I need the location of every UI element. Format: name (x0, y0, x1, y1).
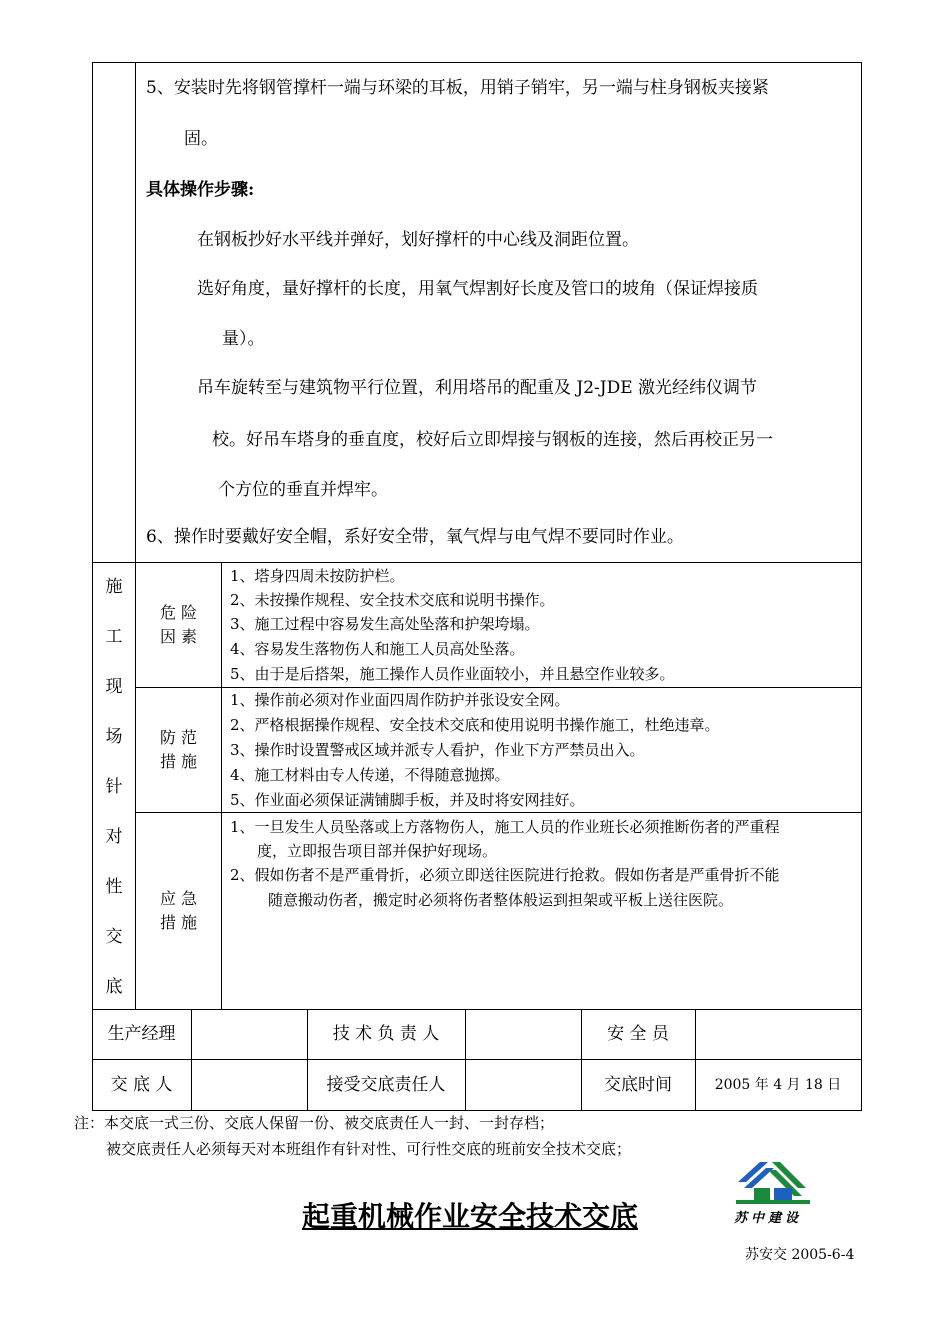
side-label-char: 工 (105, 627, 123, 647)
safety-officer-label: 安 全 员 (607, 1024, 669, 1044)
item-5-line-1: 5、安装时先将钢管撑杆一端与环梁的耳板，用销子销牢，另一端与柱身钢板夹接紧 (146, 78, 769, 98)
table-border-right (861, 62, 862, 1111)
item-6: 6、操作时要戴好安全帽，系好安全带，氧气焊与电气焊不要同时作业。 (146, 527, 684, 547)
brief-time-value: 2005 年 4 月 18 日 (714, 1077, 842, 1093)
company-logo (730, 1160, 820, 1226)
side-label-char: 交 (105, 927, 123, 947)
step-1: 在钢板抄好水平线并弹好，划好撑杆的中心线及洞距位置。 (197, 230, 639, 250)
prevention-label: 防 范 措 施 (159, 728, 198, 771)
table-divider (135, 812, 862, 813)
emergency-label: 应 急 措 施 (159, 889, 198, 932)
logo-text: 苏中建设 (734, 1211, 803, 1226)
side-label-char: 现 (105, 677, 123, 697)
emergency-item-2-line-2: 随意搬动伤者，搬定时必须将伤者整体般运到担架或平板上送往医院。 (268, 891, 734, 909)
steps-heading: 具体操作步骤: (146, 180, 255, 200)
table-divider (221, 562, 222, 1010)
step-3-line-1: 吊车旋转至与建筑物平行位置，利用塔吊的配重及 J2-JDE 激光经纬仪调节 (197, 378, 758, 398)
hazard-item: 3、施工过程中容易发生高处坠落和护架垮塌。 (230, 615, 540, 633)
emergency-item-2-line-1: 2、假如伤者不是严重骨折，必须立即送往医院进行抢救。假如伤者是严重骨折不能 (230, 866, 780, 884)
emergency-item-1-line-2: 度，立即报告项目部并保护好现场。 (257, 842, 498, 860)
step-3-line-2: 校。好吊车塔身的垂直度，校好后立即焊接与钢板的连接，然后再校正另一 (212, 430, 773, 450)
table-border-top (92, 62, 862, 63)
prevention-item: 1、操作前必须对作业面四周作防护并张设安全网。 (230, 691, 570, 709)
table-divider (465, 1009, 466, 1110)
hazard-item: 5、由于是后搭架，施工操作人员作业面较小，并且悬空作业较多。 (230, 665, 675, 683)
step-3-line-3: 个方位的垂直并焊牢。 (218, 480, 388, 500)
hazard-item: 4、容易发生落物伤人和施工人员高处坠落。 (230, 640, 525, 658)
item-5-line-2: 固。 (184, 129, 218, 149)
receiver-label: 接受交底责任人 (326, 1075, 446, 1095)
step-2-line-1: 选好角度，量好撑杆的长度，用氧气焊割好长度及管口的坡角（保证焊接质 (197, 279, 758, 299)
table-border-left (92, 62, 93, 1111)
emergency-item-1-line-1: 1、一旦发生人员坠落或上方落物伤人，施工人员的作业班长必须推断伤者的严重程 (230, 818, 780, 836)
table-divider (135, 687, 862, 688)
table-divider (92, 1059, 862, 1060)
side-label-char: 对 (105, 827, 123, 847)
briefer-label: 交 底 人 (110, 1075, 173, 1095)
table-divider (92, 562, 862, 563)
note-line-2: 被交底责任人必须每天对本班组作有针对性、可行性交底的班前安全技术交底； (106, 1140, 632, 1158)
prevention-item: 4、施工材料由专人传递，不得随意抛掷。 (230, 766, 510, 784)
table-divider (92, 1009, 862, 1010)
side-label-char: 场 (105, 727, 123, 747)
tech-lead-label: 技 术 负 责 人 (332, 1024, 440, 1044)
step-2-line-2: 量）。 (222, 329, 265, 349)
prevention-item: 2、严格根据操作规程、安全技术交底和使用说明书操作施工，杜绝违章。 (230, 716, 720, 734)
side-label-char: 施 (105, 577, 123, 597)
note-line-1: 注：本交底一式三份、交底人保留一份、被交底责任人一封、一封存档； (74, 1114, 555, 1132)
hazard-item: 2、未按操作规程、安全技术交底和说明书操作。 (230, 591, 555, 609)
side-label-char: 底 (105, 977, 123, 997)
table-border-bottom (92, 1110, 862, 1111)
side-label-char: 针 (105, 777, 123, 797)
table-divider (135, 62, 136, 562)
table-divider (695, 1009, 696, 1110)
hazard-item: 1、塔身四周未按防护栏。 (230, 567, 405, 585)
prevention-item: 5、作业面必须保证满铺脚手板，并及时将安网挂好。 (230, 791, 585, 809)
document-code: 苏安交 2005-6-4 (745, 1247, 855, 1263)
brief-time-label: 交底时间 (604, 1075, 672, 1095)
document-title: 起重机械作业安全技术交底 (302, 1200, 639, 1233)
hazards-label: 危 险 因 素 (159, 603, 198, 646)
table-divider (191, 1009, 192, 1110)
production-manager-label: 生产经理 (107, 1024, 176, 1044)
side-label-char: 性 (105, 877, 123, 897)
prevention-item: 3、操作时设置警戒区域并派专人看护，作业下方严禁员出入。 (230, 741, 645, 759)
